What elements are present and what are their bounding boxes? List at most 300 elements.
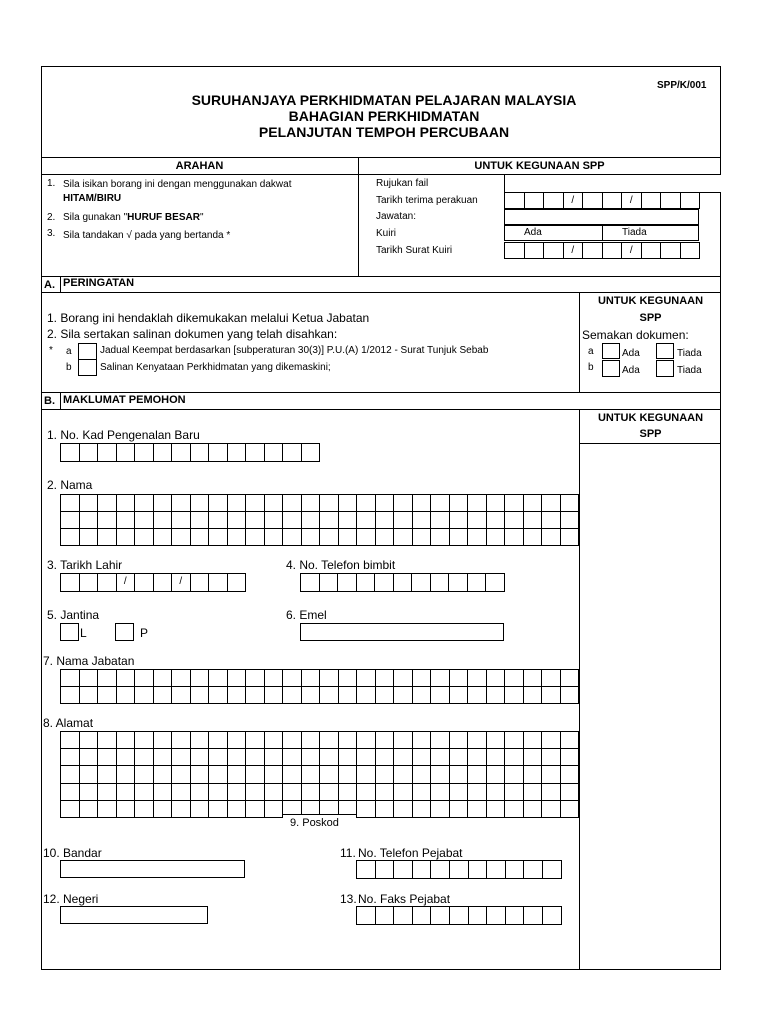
input-cell[interactable] <box>61 444 80 462</box>
input-cell[interactable] <box>80 766 99 783</box>
input-cell[interactable] <box>154 529 173 546</box>
input-cell[interactable] <box>135 495 154 512</box>
jantina-p-checkbox[interactable] <box>115 623 134 641</box>
input-cell[interactable] <box>135 766 154 783</box>
input-cell[interactable] <box>283 495 302 512</box>
input-cell[interactable] <box>117 749 136 766</box>
input-cell[interactable] <box>80 687 99 704</box>
input-cell[interactable] <box>524 784 543 801</box>
input-cell[interactable] <box>394 529 413 546</box>
input-cell[interactable] <box>172 749 191 766</box>
input-cell[interactable] <box>394 861 413 879</box>
input-cell[interactable] <box>413 801 432 818</box>
input-cell[interactable] <box>505 732 524 749</box>
input-cell[interactable] <box>376 732 395 749</box>
input-cell[interactable] <box>431 574 450 592</box>
semakan-a-ada-checkbox[interactable] <box>602 343 620 359</box>
input-cell[interactable] <box>265 687 284 704</box>
input-cell[interactable] <box>98 749 117 766</box>
input-cell[interactable] <box>505 529 524 546</box>
input-cell[interactable] <box>246 670 265 687</box>
input-cell[interactable] <box>357 574 376 592</box>
input-cell[interactable] <box>246 732 265 749</box>
input-cell[interactable] <box>191 670 210 687</box>
input-cell[interactable] <box>117 784 136 801</box>
tarikh-lahir-grid[interactable] <box>60 573 246 592</box>
input-cell[interactable] <box>431 512 450 529</box>
input-cell[interactable] <box>339 670 358 687</box>
input-cell[interactable] <box>376 801 395 818</box>
input-cell[interactable] <box>506 907 525 925</box>
input-cell[interactable] <box>117 512 136 529</box>
date-cell[interactable] <box>603 243 623 259</box>
input-cell[interactable] <box>154 732 173 749</box>
date-cell[interactable] <box>544 243 564 259</box>
input-cell[interactable] <box>320 495 339 512</box>
input-cell[interactable] <box>376 512 395 529</box>
input-cell[interactable] <box>154 749 173 766</box>
input-cell[interactable] <box>246 801 265 818</box>
alamat-grid[interactable] <box>60 731 579 818</box>
input-cell[interactable] <box>209 529 228 546</box>
input-cell[interactable] <box>561 732 580 749</box>
input-cell[interactable] <box>450 907 469 925</box>
input-cell[interactable] <box>413 495 432 512</box>
input-cell[interactable] <box>468 801 487 818</box>
input-cell[interactable] <box>135 749 154 766</box>
input-cell[interactable] <box>357 749 376 766</box>
date-cell[interactable] <box>642 193 662 209</box>
input-cell[interactable] <box>376 687 395 704</box>
input-cell[interactable] <box>376 749 395 766</box>
input-cell[interactable] <box>302 495 321 512</box>
input-cell[interactable] <box>524 687 543 704</box>
input-cell[interactable] <box>450 801 469 818</box>
input-cell[interactable] <box>172 495 191 512</box>
input-cell[interactable] <box>542 670 561 687</box>
input-cell[interactable] <box>339 687 358 704</box>
input-cell[interactable] <box>80 670 99 687</box>
input-cell[interactable] <box>283 732 302 749</box>
input-cell[interactable] <box>154 801 173 818</box>
input-cell[interactable] <box>561 529 580 546</box>
input-cell[interactable] <box>524 766 543 783</box>
input-cell[interactable] <box>543 907 562 925</box>
input-cell[interactable] <box>487 766 506 783</box>
input-cell[interactable] <box>80 512 99 529</box>
input-cell[interactable] <box>172 670 191 687</box>
input-cell[interactable] <box>431 670 450 687</box>
input-cell[interactable] <box>135 574 154 592</box>
input-cell[interactable] <box>265 670 284 687</box>
input-cell[interactable] <box>505 749 524 766</box>
input-cell[interactable] <box>320 670 339 687</box>
input-cell[interactable] <box>172 784 191 801</box>
input-cell[interactable] <box>487 529 506 546</box>
input-cell[interactable] <box>246 444 265 462</box>
input-cell[interactable] <box>302 732 321 749</box>
date-cell[interactable] <box>505 243 525 259</box>
input-cell[interactable] <box>117 670 136 687</box>
input-cell[interactable] <box>320 766 339 783</box>
input-cell[interactable] <box>98 732 117 749</box>
input-cell[interactable] <box>394 574 413 592</box>
input-cell[interactable] <box>265 529 284 546</box>
input-cell[interactable] <box>339 512 358 529</box>
input-cell[interactable] <box>524 512 543 529</box>
input-cell[interactable] <box>394 687 413 704</box>
input-cell[interactable] <box>228 512 247 529</box>
tarikh-surat-kuiri-grid[interactable] <box>504 242 700 259</box>
input-cell[interactable] <box>394 907 413 925</box>
input-cell[interactable] <box>394 766 413 783</box>
bandar-field[interactable] <box>60 860 245 878</box>
input-cell[interactable] <box>209 732 228 749</box>
input-cell[interactable] <box>376 766 395 783</box>
input-cell[interactable] <box>320 529 339 546</box>
negeri-field[interactable] <box>60 906 208 924</box>
input-cell[interactable] <box>561 512 580 529</box>
input-cell[interactable] <box>339 529 358 546</box>
input-cell[interactable] <box>135 670 154 687</box>
input-cell[interactable] <box>61 529 80 546</box>
input-cell[interactable] <box>487 749 506 766</box>
input-cell[interactable] <box>431 687 450 704</box>
input-cell[interactable] <box>449 574 468 592</box>
input-cell[interactable] <box>265 801 284 818</box>
input-cell[interactable] <box>542 801 561 818</box>
input-cell[interactable] <box>357 861 376 879</box>
input-cell[interactable] <box>450 495 469 512</box>
input-cell[interactable] <box>228 495 247 512</box>
input-cell[interactable] <box>117 687 136 704</box>
input-cell[interactable] <box>376 907 395 925</box>
input-cell[interactable] <box>246 766 265 783</box>
input-cell[interactable] <box>357 784 376 801</box>
input-cell[interactable] <box>191 512 210 529</box>
input-cell[interactable] <box>394 749 413 766</box>
input-cell[interactable] <box>265 784 284 801</box>
nama-jabatan-grid[interactable] <box>60 669 579 704</box>
input-cell[interactable] <box>542 784 561 801</box>
input-cell[interactable] <box>246 784 265 801</box>
input-cell[interactable] <box>154 784 173 801</box>
input-cell[interactable] <box>524 801 543 818</box>
input-cell[interactable] <box>524 861 543 879</box>
input-cell[interactable] <box>302 444 321 462</box>
input-cell[interactable] <box>172 766 191 783</box>
input-cell[interactable] <box>80 574 99 592</box>
input-cell[interactable] <box>561 784 580 801</box>
doc-a-checkbox[interactable] <box>78 343 97 360</box>
input-cell[interactable] <box>209 495 228 512</box>
input-cell[interactable] <box>320 732 339 749</box>
date-cell[interactable] <box>525 193 545 209</box>
input-cell[interactable] <box>98 687 117 704</box>
input-cell[interactable] <box>413 512 432 529</box>
input-cell[interactable] <box>339 784 358 801</box>
input-cell[interactable] <box>61 766 80 783</box>
input-cell[interactable] <box>524 495 543 512</box>
semakan-b-ada-checkbox[interactable] <box>602 360 620 377</box>
input-cell[interactable] <box>357 801 376 818</box>
input-cell[interactable] <box>542 495 561 512</box>
input-cell[interactable] <box>542 512 561 529</box>
input-cell[interactable] <box>376 670 395 687</box>
input-cell[interactable] <box>154 495 173 512</box>
input-cell[interactable] <box>413 529 432 546</box>
input-cell[interactable] <box>191 495 210 512</box>
input-cell[interactable] <box>283 766 302 783</box>
telefon-pejabat-grid[interactable] <box>356 860 562 879</box>
input-cell[interactable] <box>80 495 99 512</box>
input-cell[interactable] <box>209 687 228 704</box>
input-cell[interactable] <box>487 495 506 512</box>
input-cell[interactable] <box>117 766 136 783</box>
date-cell[interactable] <box>583 193 603 209</box>
input-cell[interactable] <box>561 766 580 783</box>
input-cell[interactable] <box>394 512 413 529</box>
input-cell[interactable] <box>191 801 210 818</box>
input-cell[interactable] <box>450 512 469 529</box>
input-cell[interactable] <box>394 670 413 687</box>
kuiri-tiada-field[interactable] <box>602 225 699 241</box>
input-cell[interactable] <box>191 529 210 546</box>
input-cell[interactable] <box>506 861 525 879</box>
input-cell[interactable] <box>394 732 413 749</box>
input-cell[interactable] <box>209 574 228 592</box>
input-cell[interactable] <box>542 749 561 766</box>
input-cell[interactable] <box>468 529 487 546</box>
input-cell[interactable] <box>301 574 320 592</box>
input-cell[interactable] <box>117 732 136 749</box>
input-cell[interactable] <box>302 512 321 529</box>
input-cell[interactable] <box>487 732 506 749</box>
input-cell[interactable] <box>524 907 543 925</box>
input-cell[interactable] <box>450 529 469 546</box>
input-cell[interactable] <box>357 495 376 512</box>
input-cell[interactable] <box>228 444 247 462</box>
input-cell[interactable] <box>191 687 210 704</box>
input-cell[interactable] <box>468 687 487 704</box>
input-cell[interactable] <box>80 749 99 766</box>
input-cell[interactable] <box>172 444 191 462</box>
input-cell[interactable] <box>561 749 580 766</box>
input-cell[interactable] <box>265 495 284 512</box>
input-cell[interactable] <box>524 670 543 687</box>
input-cell[interactable] <box>302 670 321 687</box>
input-cell[interactable] <box>61 784 80 801</box>
input-cell[interactable] <box>302 784 321 801</box>
input-cell[interactable] <box>246 687 265 704</box>
semakan-b-tiada-checkbox[interactable] <box>656 360 674 377</box>
input-cell[interactable] <box>468 732 487 749</box>
input-cell[interactable] <box>468 574 487 592</box>
input-cell[interactable] <box>320 687 339 704</box>
input-cell[interactable] <box>172 512 191 529</box>
input-cell[interactable] <box>542 766 561 783</box>
input-cell[interactable] <box>191 784 210 801</box>
input-cell[interactable] <box>524 749 543 766</box>
date-cell[interactable] <box>681 243 701 259</box>
input-cell[interactable] <box>357 512 376 529</box>
input-cell[interactable] <box>172 529 191 546</box>
input-cell[interactable] <box>487 784 506 801</box>
input-cell[interactable] <box>431 495 450 512</box>
input-cell[interactable] <box>357 766 376 783</box>
input-cell[interactable] <box>339 495 358 512</box>
input-cell[interactable] <box>450 784 469 801</box>
input-cell[interactable] <box>413 766 432 783</box>
input-cell[interactable] <box>431 861 450 879</box>
input-cell[interactable] <box>505 784 524 801</box>
input-cell[interactable] <box>61 495 80 512</box>
input-cell[interactable] <box>505 670 524 687</box>
input-cell[interactable] <box>431 907 450 925</box>
jawatan-field[interactable] <box>504 209 699 225</box>
input-cell[interactable] <box>487 861 506 879</box>
input-cell[interactable] <box>61 732 80 749</box>
input-cell[interactable] <box>98 766 117 783</box>
input-cell[interactable] <box>450 861 469 879</box>
input-cell[interactable] <box>469 907 488 925</box>
input-cell[interactable] <box>320 512 339 529</box>
input-cell[interactable] <box>283 749 302 766</box>
input-cell[interactable] <box>450 687 469 704</box>
input-cell[interactable] <box>209 749 228 766</box>
input-cell[interactable] <box>265 512 284 529</box>
input-cell[interactable] <box>413 749 432 766</box>
input-cell[interactable] <box>394 801 413 818</box>
input-cell[interactable] <box>228 529 247 546</box>
input-cell[interactable] <box>135 687 154 704</box>
input-cell[interactable] <box>468 495 487 512</box>
input-cell[interactable] <box>172 687 191 704</box>
input-cell[interactable] <box>209 444 228 462</box>
input-cell[interactable] <box>80 444 99 462</box>
input-cell[interactable] <box>98 512 117 529</box>
input-cell[interactable] <box>468 512 487 529</box>
input-cell[interactable] <box>450 732 469 749</box>
input-cell[interactable] <box>117 801 136 818</box>
input-cell[interactable] <box>450 749 469 766</box>
input-cell[interactable] <box>357 670 376 687</box>
input-cell[interactable] <box>98 670 117 687</box>
input-cell[interactable] <box>228 749 247 766</box>
input-cell[interactable] <box>80 529 99 546</box>
input-cell[interactable] <box>524 732 543 749</box>
input-cell[interactable] <box>98 784 117 801</box>
input-cell[interactable] <box>431 732 450 749</box>
input-cell[interactable] <box>413 687 432 704</box>
input-cell[interactable] <box>246 512 265 529</box>
input-cell[interactable] <box>431 766 450 783</box>
input-cell[interactable] <box>450 766 469 783</box>
input-cell[interactable] <box>505 687 524 704</box>
input-cell[interactable] <box>191 574 210 592</box>
input-cell[interactable] <box>135 529 154 546</box>
input-cell[interactable] <box>61 670 80 687</box>
input-cell[interactable] <box>135 801 154 818</box>
input-cell[interactable] <box>375 574 394 592</box>
input-cell[interactable] <box>543 861 562 879</box>
kuiri-ada-field[interactable] <box>504 225 603 241</box>
input-cell[interactable] <box>228 670 247 687</box>
input-cell[interactable] <box>283 512 302 529</box>
faks-pejabat-grid[interactable] <box>356 906 562 925</box>
input-cell[interactable] <box>209 512 228 529</box>
input-cell[interactable] <box>468 766 487 783</box>
input-cell[interactable] <box>117 495 136 512</box>
input-cell[interactable] <box>265 766 284 783</box>
input-cell[interactable] <box>561 670 580 687</box>
input-cell[interactable] <box>191 766 210 783</box>
input-cell[interactable] <box>561 801 580 818</box>
input-cell[interactable] <box>486 574 505 592</box>
input-cell[interactable] <box>154 766 173 783</box>
input-cell[interactable] <box>376 784 395 801</box>
input-cell[interactable] <box>339 732 358 749</box>
input-cell[interactable] <box>450 670 469 687</box>
input-cell[interactable] <box>431 801 450 818</box>
tarikh-terima-grid[interactable] <box>504 192 700 209</box>
input-cell[interactable] <box>209 670 228 687</box>
date-cell[interactable] <box>525 243 545 259</box>
input-cell[interactable] <box>228 784 247 801</box>
date-cell[interactable] <box>505 193 525 209</box>
input-cell[interactable] <box>469 861 488 879</box>
date-cell[interactable] <box>603 193 623 209</box>
input-cell[interactable] <box>394 495 413 512</box>
input-cell[interactable] <box>191 444 210 462</box>
date-cell[interactable] <box>661 193 681 209</box>
input-cell[interactable] <box>302 687 321 704</box>
input-cell[interactable] <box>135 784 154 801</box>
input-cell[interactable] <box>154 444 173 462</box>
input-cell[interactable] <box>98 444 117 462</box>
input-cell[interactable] <box>487 512 506 529</box>
input-cell[interactable] <box>283 687 302 704</box>
input-cell[interactable] <box>505 801 524 818</box>
input-cell[interactable] <box>80 784 99 801</box>
input-cell[interactable] <box>154 574 173 592</box>
doc-b-checkbox[interactable] <box>78 359 97 376</box>
input-cell[interactable] <box>228 732 247 749</box>
input-cell[interactable] <box>172 801 191 818</box>
input-cell[interactable] <box>542 529 561 546</box>
input-cell[interactable] <box>357 529 376 546</box>
input-cell[interactable] <box>191 749 210 766</box>
input-cell[interactable] <box>209 766 228 783</box>
input-cell[interactable] <box>135 732 154 749</box>
input-cell[interactable] <box>468 749 487 766</box>
input-cell[interactable] <box>265 732 284 749</box>
input-cell[interactable] <box>117 444 136 462</box>
input-cell[interactable] <box>80 732 99 749</box>
input-cell[interactable] <box>524 529 543 546</box>
jantina-l-checkbox[interactable] <box>60 623 79 641</box>
input-cell[interactable] <box>376 495 395 512</box>
date-cell[interactable] <box>681 193 701 209</box>
input-cell[interactable] <box>98 801 117 818</box>
input-cell[interactable] <box>487 670 506 687</box>
input-cell[interactable] <box>505 512 524 529</box>
input-cell[interactable] <box>339 766 358 783</box>
semakan-a-tiada-checkbox[interactable] <box>656 343 674 359</box>
input-cell[interactable] <box>468 784 487 801</box>
input-cell[interactable] <box>228 766 247 783</box>
input-cell[interactable] <box>246 529 265 546</box>
